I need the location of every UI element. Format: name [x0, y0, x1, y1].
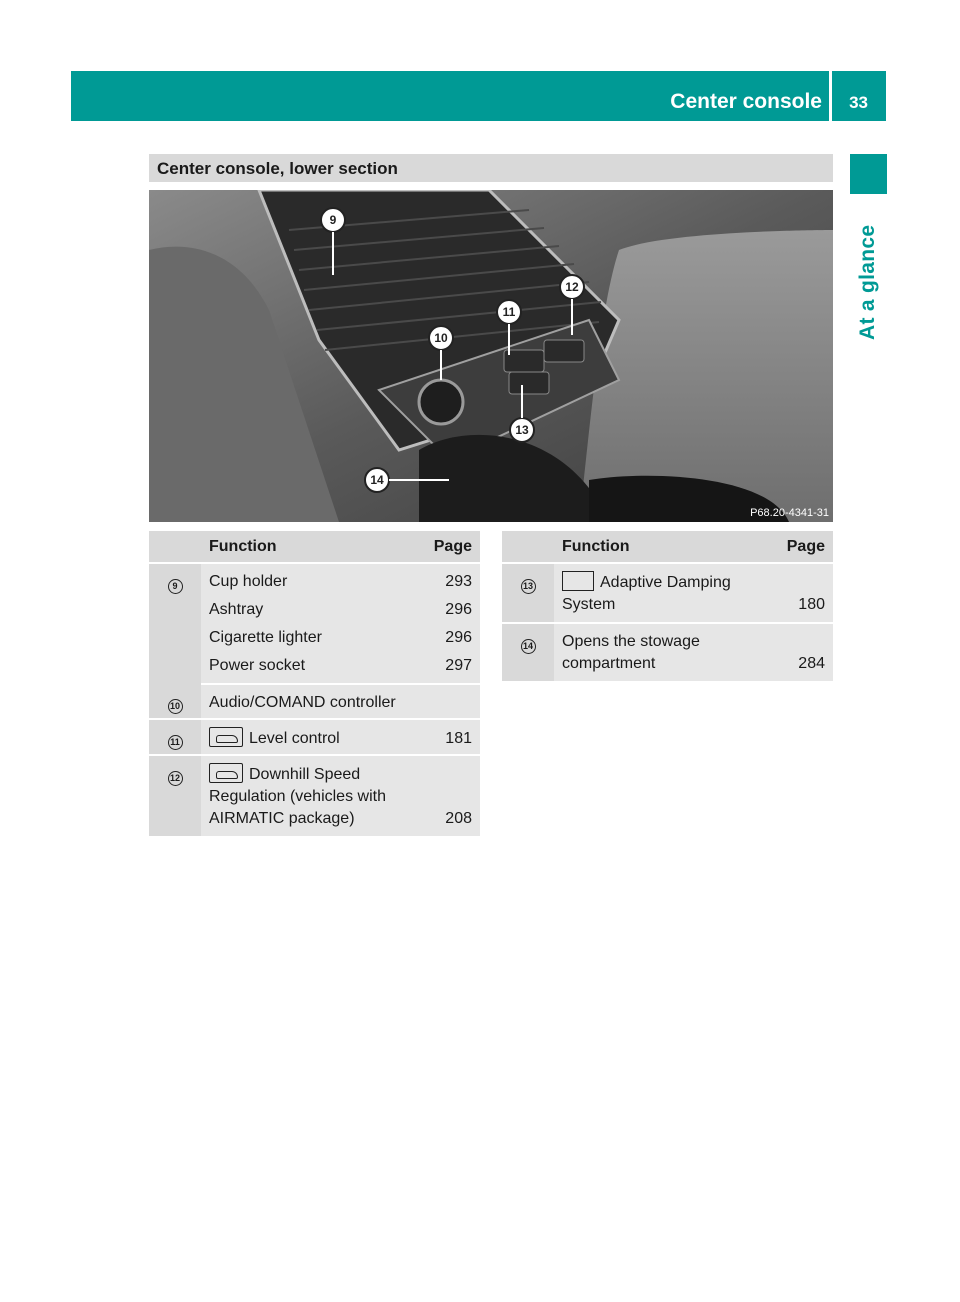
page-number: 33 — [849, 93, 868, 112]
callout-14: 14 — [370, 473, 384, 487]
table-row — [149, 684, 480, 719]
table-header-row — [502, 531, 833, 563]
side-tab-label: At a glance — [856, 224, 879, 340]
table-row — [149, 719, 480, 755]
item-number: 14 — [521, 639, 536, 654]
page-ref: 293 — [410, 563, 480, 597]
header-page: Page — [763, 531, 833, 563]
page-ref: 208 — [410, 755, 480, 836]
table-row — [502, 623, 833, 681]
page-ref: 297 — [410, 653, 480, 684]
function-text: AIRMATIC package) — [209, 810, 355, 827]
header-function: Function — [554, 531, 763, 563]
center-console-illustration — [149, 190, 833, 522]
callout-12: 12 — [565, 280, 579, 294]
side-tab-block — [850, 154, 887, 194]
center-console-photo — [149, 190, 833, 522]
callout-9: 9 — [329, 213, 337, 227]
function-cell — [201, 719, 410, 755]
page-ref: 180 — [763, 563, 833, 623]
page-header-title: Center console — [670, 90, 822, 113]
function-text: Cup holder — [201, 563, 410, 597]
page-ref: 296 — [410, 625, 480, 653]
function-text: Cigarette lighter — [201, 625, 410, 653]
header-separator — [829, 71, 832, 121]
item-number: 11 — [168, 735, 183, 750]
function-text: Ashtray — [201, 597, 410, 625]
callout-11: 11 — [502, 305, 516, 319]
downhill-speed-icon — [209, 763, 243, 783]
section-heading-bar — [149, 154, 833, 182]
callout-13: 13 — [515, 423, 529, 437]
item-number: 12 — [168, 771, 183, 786]
function-table-left — [149, 531, 480, 836]
page-ref — [410, 684, 480, 719]
table-row — [149, 563, 480, 597]
function-text: Adaptive Damping — [600, 574, 731, 591]
function-text: Power socket — [201, 653, 410, 684]
page-ref: 284 — [763, 623, 833, 681]
function-text: Downhill Speed — [249, 766, 361, 783]
function-cell — [554, 563, 763, 623]
page-header-bar — [71, 71, 886, 121]
page-ref: 296 — [410, 597, 480, 625]
callout-10: 10 — [434, 331, 448, 345]
function-text: Opens the stowage — [562, 633, 700, 650]
function-text: Regulation (vehicles with — [209, 788, 386, 805]
table-row — [149, 755, 480, 836]
item-number: 13 — [521, 579, 536, 594]
section-title: Center console, lower section — [157, 159, 398, 178]
table-row — [502, 563, 833, 623]
function-cell — [554, 623, 763, 681]
table-header-row — [149, 531, 480, 563]
page-ref: 181 — [410, 719, 480, 755]
level-control-icon — [209, 727, 243, 747]
function-cell — [201, 755, 410, 836]
function-text: compartment — [562, 655, 656, 672]
sport-comf-icon — [562, 571, 594, 591]
function-text: Audio/COMAND controller — [201, 684, 410, 719]
header-page: Page — [410, 531, 480, 563]
function-text: Level control — [249, 730, 340, 747]
item-number: 9 — [168, 579, 183, 594]
function-text: System — [562, 596, 616, 613]
header-function: Function — [201, 531, 410, 563]
item-number: 10 — [168, 699, 183, 714]
figure-code: P68.20-4341-31 — [750, 507, 829, 519]
function-table-right — [502, 531, 833, 681]
